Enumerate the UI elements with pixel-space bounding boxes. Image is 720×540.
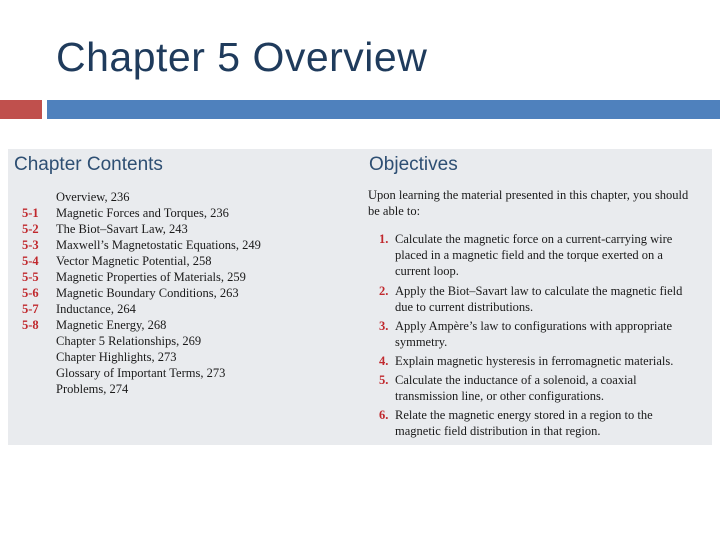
content-panel xyxy=(8,149,712,445)
chapter-contents-heading: Chapter Contents xyxy=(14,154,163,175)
contents-item: Chapter 5 Relationships, 269 xyxy=(56,334,202,348)
objective-line: due to current distributions. xyxy=(395,300,534,314)
contents-item: Vector Magnetic Potential, 258 xyxy=(56,254,212,268)
objective-number: 5. xyxy=(379,373,389,387)
contents-item: Maxwell’s Magnetostatic Equations, 249 xyxy=(56,238,261,252)
contents-item: Magnetic Energy, 268 xyxy=(56,318,167,332)
contents-item: Problems, 274 xyxy=(56,382,129,396)
objective-line: Apply the Biot–Savart law to calculate the magnetic field xyxy=(395,284,683,298)
objective-line: symmetry. xyxy=(395,335,448,349)
contents-item: Chapter Highlights, 273 xyxy=(56,350,177,364)
contents-item: Inductance, 264 xyxy=(56,302,136,316)
objective-number: 1. xyxy=(379,232,389,246)
objective-line: Relate the magnetic energy stored in a region to the xyxy=(395,408,653,422)
objective-line: magnetic field distribution in that region. xyxy=(395,424,601,438)
section-number: 5-3 xyxy=(22,238,39,252)
objective-number: 4. xyxy=(379,354,389,368)
objective-line: Calculate the magnetic force on a current-carrying wire xyxy=(395,232,673,246)
contents-item: Glossary of Important Terms, 273 xyxy=(56,366,226,380)
objective-line: Apply Ampère’s law to configurations with appropriate xyxy=(395,319,673,333)
section-number: 5-7 xyxy=(22,302,39,316)
contents-item: Magnetic Properties of Materials, 259 xyxy=(56,270,246,284)
contents-item: Magnetic Forces and Torques, 236 xyxy=(56,206,229,220)
section-number: 5-4 xyxy=(22,254,39,268)
objective-line: Calculate the inductance of a solenoid, a coaxial xyxy=(395,373,637,387)
objective-line: placed in a magnetic field and the torque exerted on a xyxy=(395,248,663,262)
contents-item: Overview, 236 xyxy=(56,190,130,204)
accent-bar-red xyxy=(0,100,42,119)
objectives-intro: Upon learning the material presented in this chapter, you should be able to: xyxy=(368,188,689,218)
contents-item: Magnetic Boundary Conditions, 263 xyxy=(56,286,239,300)
objective-number: 3. xyxy=(379,319,389,333)
objective-line: transmission line, or other configurations. xyxy=(395,389,604,403)
objective-number: 2. xyxy=(379,284,389,298)
section-number: 5-1 xyxy=(22,206,39,220)
objective-number: 6. xyxy=(379,408,389,422)
slide-title: Chapter 5 Overview xyxy=(56,34,428,80)
objective-line: Explain magnetic hysteresis in ferromagnetic materials. xyxy=(395,354,674,368)
contents-item: The Biot–Savart Law, 243 xyxy=(56,222,188,236)
objective-line: current loop. xyxy=(395,264,459,278)
section-number: 5-2 xyxy=(22,222,39,236)
section-number: 5-6 xyxy=(22,286,39,300)
accent-bar-blue xyxy=(47,100,720,119)
objectives-heading: Objectives xyxy=(369,154,458,175)
section-number: 5-5 xyxy=(22,270,39,284)
section-number: 5-8 xyxy=(22,318,39,332)
